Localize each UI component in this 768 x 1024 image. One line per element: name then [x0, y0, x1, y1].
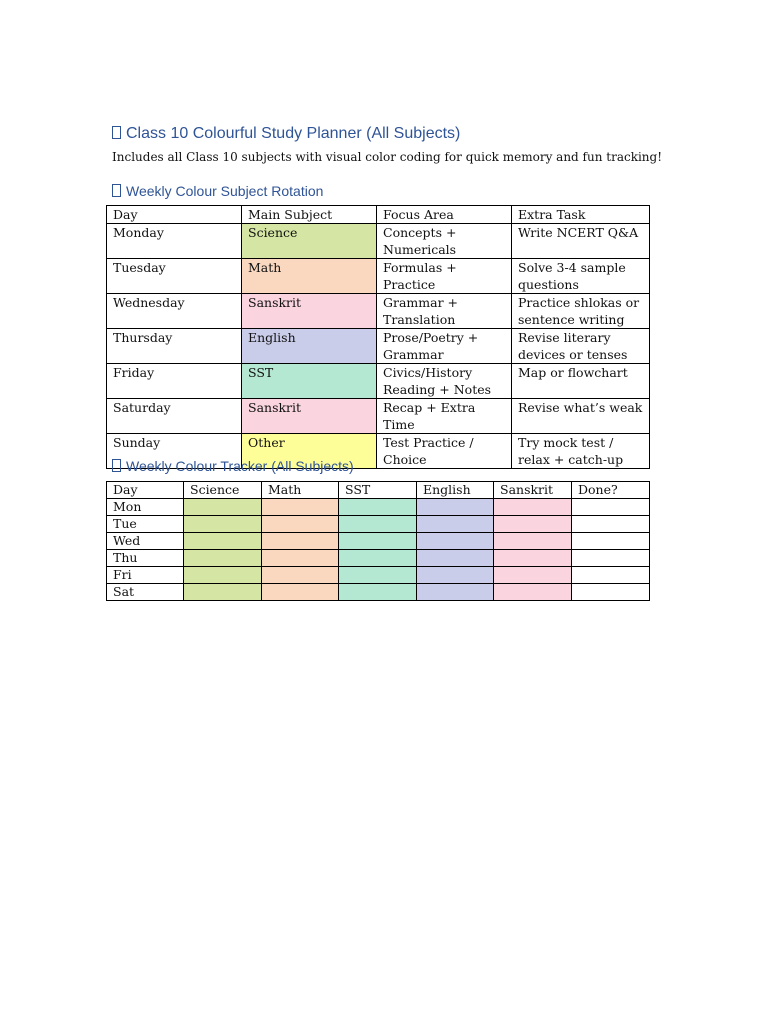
- sst-cell[interactable]: [339, 584, 417, 601]
- focus-cell: Test Practice / Choice: [377, 434, 512, 469]
- subject-cell: SST: [242, 364, 377, 399]
- sanskrit-cell[interactable]: [494, 499, 572, 516]
- task-cell: Write NCERT Q&A: [512, 224, 650, 259]
- subject-cell: Other: [242, 434, 377, 469]
- tracker-day-cell: Wed: [107, 533, 184, 550]
- header-sanskrit: Sanskrit: [494, 482, 572, 499]
- subject-cell: Sanskrit: [242, 399, 377, 434]
- tracker-day-cell: Fri: [107, 567, 184, 584]
- header-sst: SST: [339, 482, 417, 499]
- day-cell: Friday: [107, 364, 242, 399]
- science-cell[interactable]: [184, 550, 262, 567]
- header-day: Day: [107, 206, 242, 224]
- header-done: Done?: [572, 482, 650, 499]
- rotation-header-row: [107, 206, 650, 224]
- missing-glyph-icon: [112, 184, 121, 197]
- sst-cell[interactable]: [339, 533, 417, 550]
- subject-cell: English: [242, 329, 377, 364]
- subject-cell: Math: [242, 259, 377, 294]
- tracker-day-cell: Sat: [107, 584, 184, 601]
- task-cell: Practice shlokas or sentence writing: [512, 294, 650, 329]
- focus-cell: Recap + Extra Time: [377, 399, 512, 434]
- math-cell[interactable]: [262, 567, 339, 584]
- missing-glyph-icon: [112, 126, 121, 139]
- header-english: English: [417, 482, 494, 499]
- done-cell[interactable]: [572, 550, 650, 567]
- focus-cell: Grammar + Translation: [377, 294, 512, 329]
- tracker-heading-text: Weekly Colour Tracker (All Subjects): [126, 458, 354, 474]
- english-cell[interactable]: [417, 550, 494, 567]
- science-cell[interactable]: [184, 516, 262, 533]
- sanskrit-cell[interactable]: [494, 516, 572, 533]
- tracker-day-cell: Tue: [107, 516, 184, 533]
- day-cell: Saturday: [107, 399, 242, 434]
- tracker-table: [106, 481, 650, 601]
- science-cell[interactable]: [184, 499, 262, 516]
- day-cell: Wednesday: [107, 294, 242, 329]
- intro-text: Includes all Class 10 subjects with visual color coding for quick memory and fun tracking!: [112, 150, 663, 164]
- math-cell[interactable]: [262, 499, 339, 516]
- rotation-heading: [112, 183, 323, 199]
- focus-cell: Prose/Poetry + Grammar: [377, 329, 512, 364]
- table-row: [107, 364, 650, 399]
- task-cell: Solve 3-4 sample questions: [512, 259, 650, 294]
- subject-cell: Science: [242, 224, 377, 259]
- done-cell[interactable]: [572, 499, 650, 516]
- tracker-row: [107, 516, 650, 533]
- tracker-header-row: [107, 482, 650, 499]
- rotation-heading-text: Weekly Colour Subject Rotation: [126, 183, 324, 199]
- day-cell: Thursday: [107, 329, 242, 364]
- sanskrit-cell[interactable]: [494, 550, 572, 567]
- task-cell: Try mock test / relax + catch-up: [512, 434, 650, 469]
- science-cell[interactable]: [184, 584, 262, 601]
- done-cell[interactable]: [572, 584, 650, 601]
- english-cell[interactable]: [417, 584, 494, 601]
- table-row: [107, 259, 650, 294]
- missing-glyph-icon: [112, 459, 121, 472]
- english-cell[interactable]: [417, 567, 494, 584]
- table-row: [107, 294, 650, 329]
- day-cell: Monday: [107, 224, 242, 259]
- done-cell[interactable]: [572, 516, 650, 533]
- page-title-text: Class 10 Colourful Study Planner (All Subjects): [126, 125, 461, 142]
- rotation-table: [106, 205, 650, 469]
- day-cell: Sunday: [107, 434, 242, 469]
- header-extra-task: Extra Task: [512, 206, 650, 224]
- science-cell[interactable]: [184, 567, 262, 584]
- math-cell[interactable]: [262, 550, 339, 567]
- task-cell: Map or flowchart: [512, 364, 650, 399]
- tracker-day-cell: Mon: [107, 499, 184, 516]
- tracker-row: [107, 499, 650, 516]
- sanskrit-cell[interactable]: [494, 567, 572, 584]
- tracker-row: [107, 567, 650, 584]
- focus-cell: Formulas + Practice: [377, 259, 512, 294]
- table-row: [107, 329, 650, 364]
- focus-cell: Concepts + Numericals: [377, 224, 512, 259]
- tracker-day-cell: Thu: [107, 550, 184, 567]
- science-cell[interactable]: [184, 533, 262, 550]
- task-cell: Revise literary devices or tenses: [512, 329, 650, 364]
- tracker-heading: [112, 458, 354, 474]
- header-science: Science: [184, 482, 262, 499]
- header-day: Day: [107, 482, 184, 499]
- sst-cell[interactable]: [339, 499, 417, 516]
- sst-cell[interactable]: [339, 550, 417, 567]
- subject-cell: Sanskrit: [242, 294, 377, 329]
- header-math: Math: [262, 482, 339, 499]
- header-focus-area: Focus Area: [377, 206, 512, 224]
- task-cell: Revise what’s weak: [512, 399, 650, 434]
- math-cell[interactable]: [262, 516, 339, 533]
- tracker-row: [107, 584, 650, 601]
- table-row: [107, 224, 650, 259]
- english-cell[interactable]: [417, 533, 494, 550]
- sst-cell[interactable]: [339, 516, 417, 533]
- tracker-row: [107, 550, 650, 567]
- sanskrit-cell[interactable]: [494, 533, 572, 550]
- done-cell[interactable]: [572, 533, 650, 550]
- day-cell: Tuesday: [107, 259, 242, 294]
- page-title: [112, 125, 460, 143]
- english-cell[interactable]: [417, 499, 494, 516]
- math-cell[interactable]: [262, 584, 339, 601]
- sanskrit-cell[interactable]: [494, 584, 572, 601]
- english-cell[interactable]: [417, 516, 494, 533]
- table-row: [107, 399, 650, 434]
- math-cell[interactable]: [262, 533, 339, 550]
- tracker-row: [107, 533, 650, 550]
- header-main-subject: Main Subject: [242, 206, 377, 224]
- done-cell[interactable]: [572, 567, 650, 584]
- sst-cell[interactable]: [339, 567, 417, 584]
- focus-cell: Civics/History Reading + Notes: [377, 364, 512, 399]
